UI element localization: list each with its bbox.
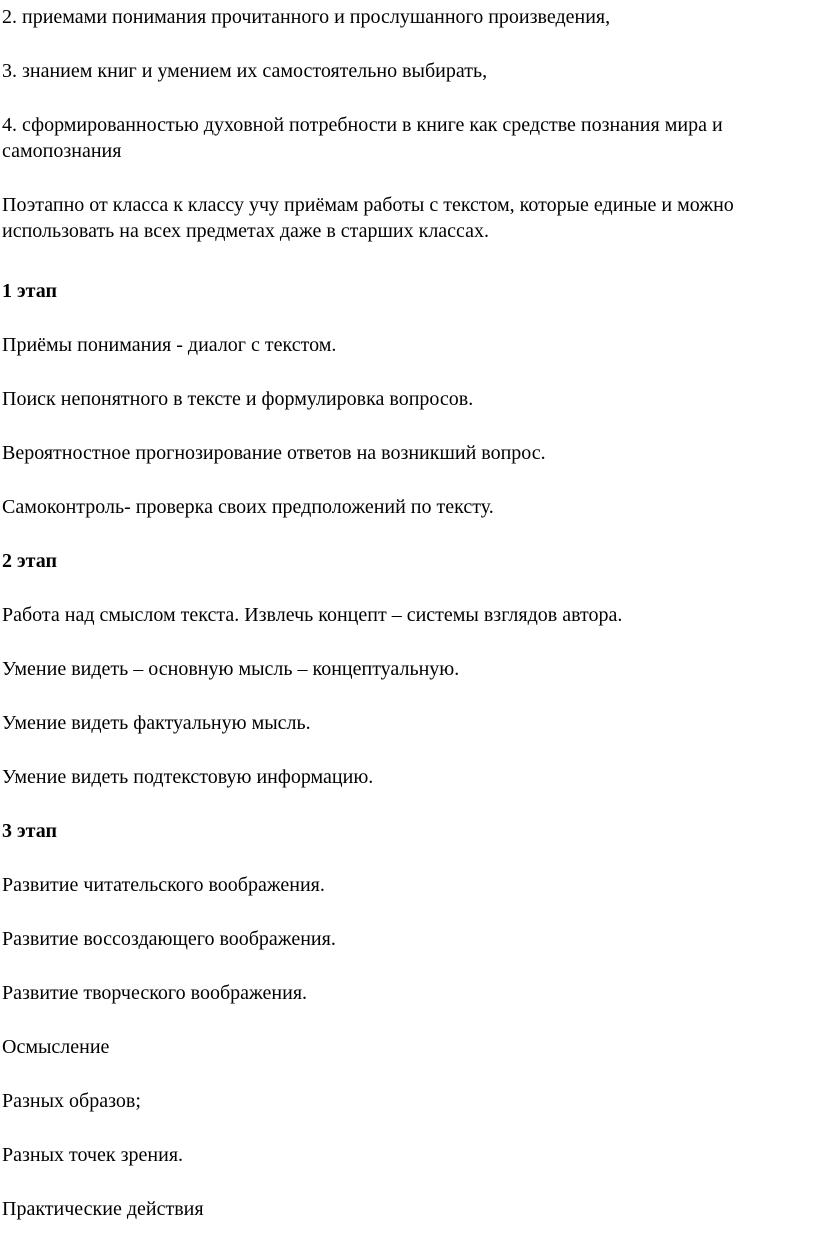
stage-1-item-4: Самоконтроль- проверка своих предположений по тексту.	[2, 496, 494, 518]
stage-3-item-5: Разных образов;	[2, 1090, 141, 1112]
stage-3-item-7: Практические действия	[2, 1198, 204, 1220]
stage-3-item-2: Развитие воссоздающего воображения.	[2, 928, 336, 950]
list-item-4: 4. сформированностью духовной потребности в книге как средстве познания мира и самопознания	[2, 114, 723, 162]
stage-3-item-4: Осмысление	[2, 1036, 110, 1058]
intro-paragraph: Поэтапно от класса к классу учу приёмам работы с текстом, которые единые и можно использовать на всех предметах даже в старших классах.	[2, 194, 734, 242]
stage-3-item-6: Разных точек зрения.	[2, 1144, 184, 1166]
stage-2-item-1: Работа над смыслом текста. Извлечь концепт – системы взглядов автора.	[2, 604, 623, 626]
stage-1-item-2: Поиск непонятного в тексте и формулировка вопросов.	[2, 388, 474, 410]
stage-2-item-4: Умение видеть подтекстовую информацию.	[2, 766, 374, 788]
stage-1-item-3: Вероятностное прогнозирование ответов на возникший вопрос.	[2, 442, 546, 464]
stage-3-item-1: Развитие читательского воображения.	[2, 874, 325, 896]
stage-2-heading: 2 этап	[2, 550, 57, 572]
stage-2-item-2: Умение видеть – основную мысль – концептуальную.	[2, 658, 460, 680]
list-item-3: 3. знанием книг и умением их самостоятельно выбирать,	[2, 60, 488, 82]
stage-3-heading: 3 этап	[2, 820, 57, 842]
stage-1-heading: 1 этап	[2, 280, 57, 302]
stage-2-item-3: Умение видеть фактуальную мысль.	[2, 712, 311, 734]
stage-1-item-1: Приёмы понимания - диалог с текстом.	[2, 334, 337, 356]
stage-3-item-3: Развитие творческого воображения.	[2, 982, 308, 1004]
list-item-2: 2. приемами понимания прочитанного и прослушанного произведения,	[2, 6, 611, 28]
